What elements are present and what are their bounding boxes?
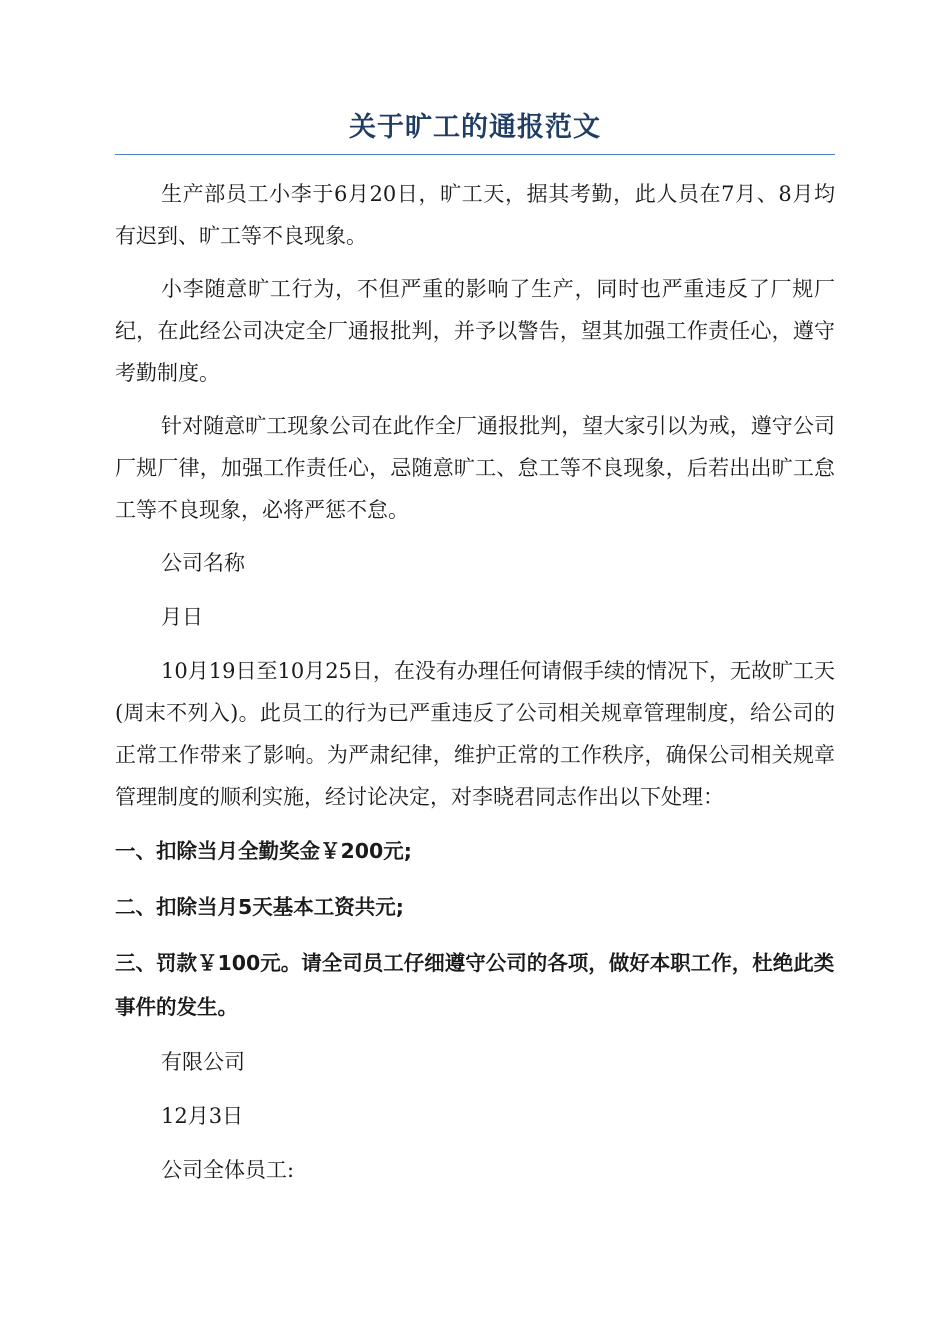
- document-title: 关于旷工的通报范文: [115, 108, 835, 155]
- decision-item-1: 一、扣除当月全勤奖金￥200元;: [115, 839, 412, 863]
- document-body: [115, 173, 835, 1191]
- decision-item-3: 三、罚款￥100元。请全司员工仔细遵守公司的各项，做好本职工作，杜绝此类事件的发生。: [115, 951, 835, 1019]
- paragraph-company-notice: 针对随意旷工现象公司在此作全厂通报批判，望大家引以为戒，遵守公司厂规厂律，加强工作责任心，忌随意旷工、怠工等不良现象，后若出出旷工怠工等不良现象，必将严惩不怠。: [115, 414, 835, 522]
- signature-date: 12月3日: [161, 1104, 244, 1128]
- addressee-line: 公司全体员工:: [161, 1158, 295, 1182]
- company-name-line: 公司名称: [161, 551, 245, 575]
- decision-item-2: 二、扣除当月5天基本工资共元;: [115, 895, 404, 919]
- paragraph-disciplinary: 10月19日至10月25日，在没有办理任何请假手续的情况下，无故旷工天(周末不列入)。此员工的行为已严重违反了公司相关规章管理制度，给公司的正常工作带来了影响。为严肃纪律，维护正常的工作秩序，确保公司相关规章管理制度的顺利实施，经讨论决定，对李晓君同志作出以下处理：: [115, 659, 835, 809]
- date-line: 月日: [161, 605, 203, 629]
- signature-company: 有限公司: [161, 1050, 245, 1074]
- paragraph-warning: 小李随意旷工行为，不但严重的影响了生产，同时也严重违反了厂规厂纪，在此经公司决定全厂通报批判，并予以警告，望其加强工作责任心，遵守考勤制度。: [115, 277, 835, 385]
- document-page: [115, 108, 835, 1203]
- paragraph-absence-report: 生产部员工小李于6月20日，旷工天，据其考勤，此人员在7月、8月均有迟到、旷工等不良现象。: [115, 182, 835, 248]
